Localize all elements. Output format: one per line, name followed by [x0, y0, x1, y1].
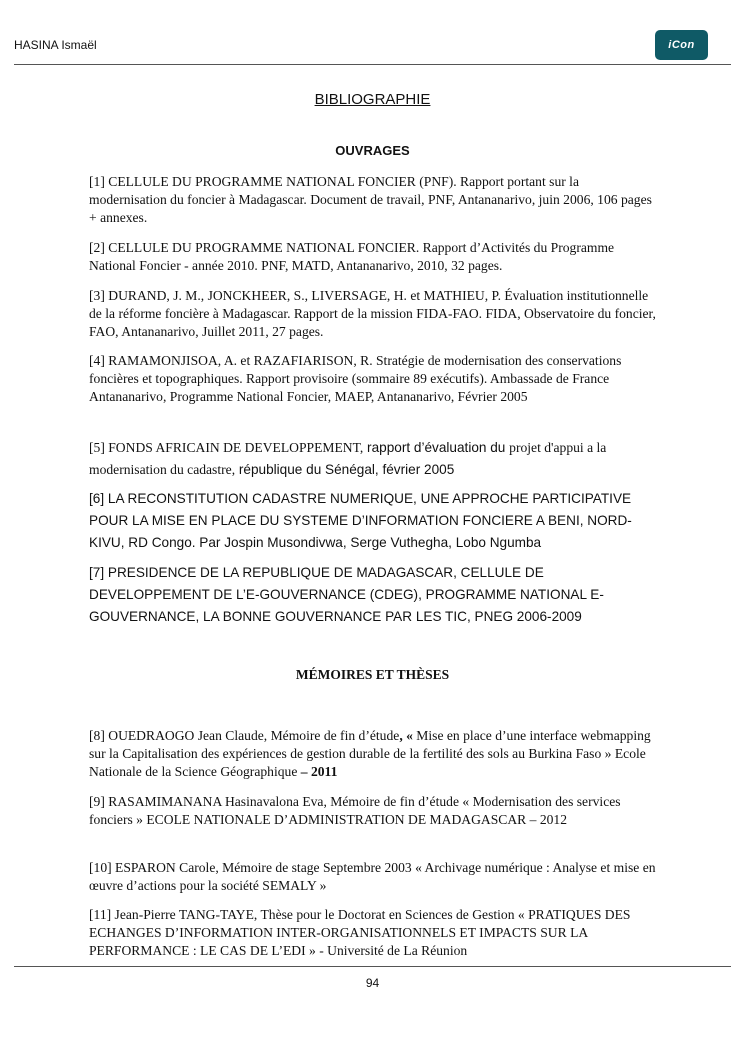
reference-6: [6] LA RECONSTITUTION CADASTRE NUMERIQUE, UNE APPROCHE PARTICIPATIVE POUR LA MISE EN PLACE DU SYSTEME D’INFORMATION FONCIERE A BENI, NORD-KIVU, RD Congo. Par Jospin Musondivwa, Serge Vuthegha, Lobo Ngumba — [89, 491, 632, 550]
reference-8-part-3: Mise en place d’une interface webmapping sur la Capitalisation des expériences de gestion durable de la fertilité des sols au Burkina Faso » Ecole Nationale de la Science Géographique — [89, 728, 651, 779]
header-divider — [14, 64, 731, 65]
reference-5-part-1: [5] FONDS AFRICAIN DE DEVELOPPEMENT, — [89, 440, 364, 455]
reference-11: [11] Jean-Pierre TANG-TAYE, Thèse pour le Doctorat en Sciences de Gestion « PRATIQUES DES ECHANGES D’INFORMATION INTER-ORGANISATIONNELS ET IMPACTS SUR LA PERFORMANCE : LE CAS DE L’EDI » - Université de La Réunion — [89, 907, 631, 958]
page-number: 94 — [365, 976, 380, 990]
reference-3: [3] DURAND, J. M., JONCKHEER, S., LIVERSAGE, H. et MATHIEU, P. Évaluation institutionnelle de la réforme foncière à Madagascar. Rapport de la mission FIDA-FAO. FIDA, Observatoire du foncier, FAO, Antananarivo, Juillet 2011, 27 pages. — [89, 288, 656, 339]
logo: iCon — [655, 30, 708, 60]
footer-divider — [14, 966, 731, 967]
reference-4: [4] RAMAMONJISOA, A. et RAZAFIARISON, R. Stratégie de modernisation des conservations foncières et topographiques. Rapport provisoire (sommaire 89 exécutifs). Ambassade de France Antananarivo, Programme National Foncier, MAEP, Antananarivo, Février 2005 — [89, 353, 622, 404]
page-title: BIBLIOGRAPHIE — [314, 91, 431, 108]
reference-8 — [89, 727, 657, 781]
reference-5 — [89, 437, 657, 481]
reference-10: [10] ESPARON Carole, Mémoire de stage Septembre 2003 « Archivage numérique : Analyse et mise en œuvre d’actions pour la société SEMALY » — [89, 860, 656, 893]
header-author: HASINA Ismaël — [14, 38, 97, 52]
reference-7: [7] PRESIDENCE DE LA REPUBLIQUE DE MADAGASCAR, CELLULE DE DEVELOPPEMENT DE L’E-GOUVERNANCE (CDEG), PROGRAMME NATIONAL E-GOUVERNANCE, LA BONNE GOUVERNANCE PAR LES TIC, PNEG 2006-2009 — [89, 565, 604, 624]
reference-8-part-2: , « — [399, 728, 413, 743]
section-heading-memoires: MÉMOIRES ET THÈSES — [295, 667, 450, 682]
reference-5-part-3: projet d'appui a la modernisation du cadastre, — [89, 440, 607, 477]
reference-1: [1] CELLULE DU PROGRAMME NATIONAL FONCIER (PNF). Rapport portant sur la modernisation du foncier à Madagascar. Document de travail, PNF, Antananarivo, juin 2006, 106 pages + annexes. — [89, 174, 652, 225]
reference-9: [9] RASAMIMANANA Hasinavalona Eva, Mémoire de fin d’étude « Modernisation des services fonciers » ECOLE NATIONALE D’ADMINISTRATION DE MADAGASCAR – 2012 — [89, 794, 621, 827]
reference-8-part-1: [8] OUEDRAOGO Jean Claude, Mémoire de fin d’étude — [89, 728, 400, 743]
reference-5-part-2: rapport d’évaluation du — [363, 440, 510, 455]
reference-5-part-4: république du Sénégal, février 2005 — [235, 462, 455, 477]
reference-8-year: – 2011 — [300, 764, 338, 779]
section-heading-ouvrages: OUVRAGES — [335, 143, 410, 158]
reference-2: [2] CELLULE DU PROGRAMME NATIONAL FONCIER. Rapport d’Activités du Programme National Foncier - année 2010. PNF, MATD, Antananarivo, 2010, 32 pages. — [89, 240, 615, 273]
